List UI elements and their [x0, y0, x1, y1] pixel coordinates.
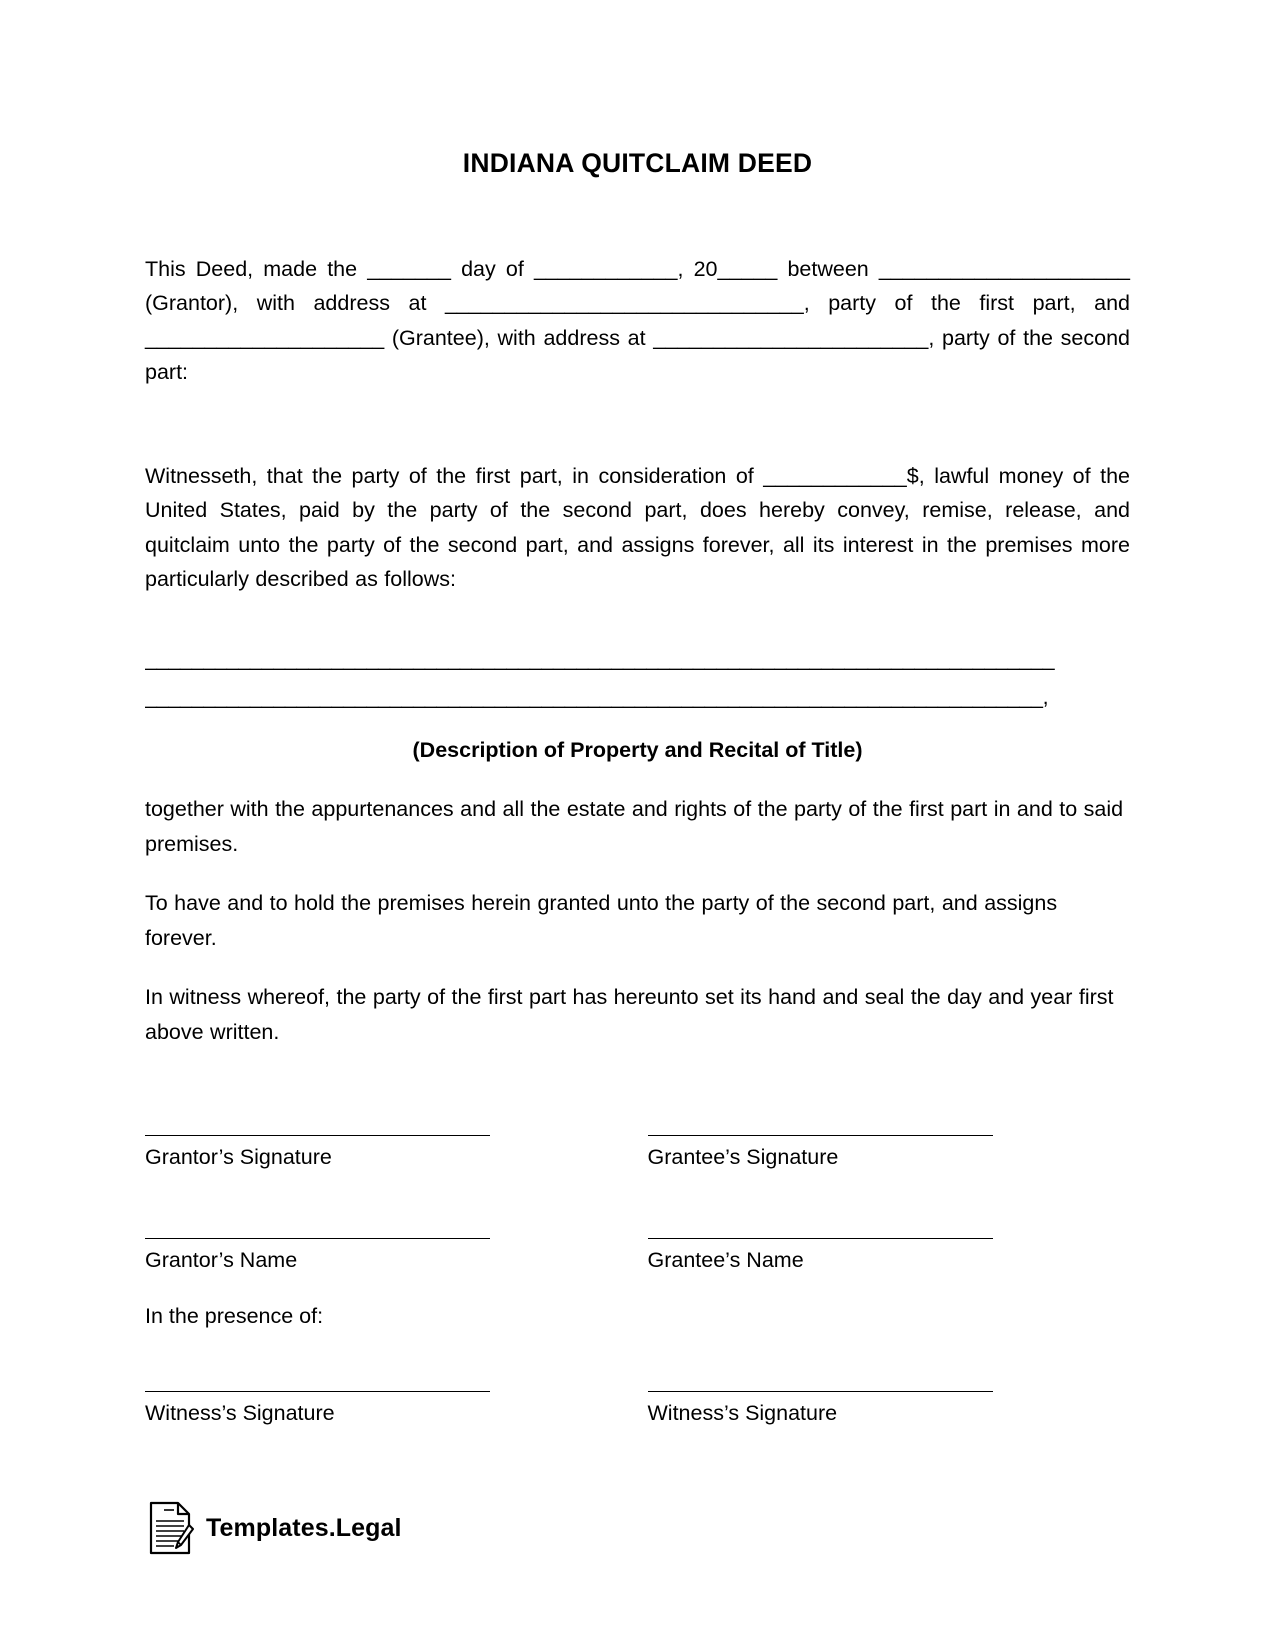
grantor-name-blank[interactable]: _____________________ [878, 256, 1130, 281]
witnesseth-text-1: Witnesseth, that the party of the first part, in consideration of [145, 463, 764, 488]
intro-text-6: , party of the first part, and [803, 291, 1130, 316]
grantee-name-label: Grantee’s Name [647, 1248, 804, 1273]
intro-text-5: (Grantor), with address at [145, 291, 445, 316]
grantee-signature-label: Grantee’s Signature [647, 1145, 839, 1170]
to-have-and-to-hold-paragraph: To have and to hold the premises herein granted unto the party of the second part, and assigns forever. [145, 891, 1058, 950]
witness-left-signature-label: Witness’s Signature [145, 1401, 335, 1426]
intro-text-4: between [777, 256, 879, 281]
intro-text-1: This Deed, made the [145, 256, 368, 281]
in-witness-whereof-paragraph: In witness whereof, the party of the first part has hereunto set its hand and seal the day and year first above written. [145, 985, 1114, 1044]
grantee-name-field[interactable] [638, 1238, 1131, 1275]
grantor-signature-field[interactable] [145, 1135, 638, 1172]
month-blank[interactable]: ____________ [533, 256, 678, 281]
signature-row-names [145, 1238, 1130, 1275]
grantee-signature-field[interactable] [638, 1135, 1131, 1172]
document-with-pen-icon [148, 1501, 194, 1555]
appurtenances-paragraph: together with the appurtenances and all the estate and rights of the party of the first part in and to said premises. [145, 797, 1124, 856]
property-description-blanks [145, 642, 1130, 715]
description-heading: (Description of Property and Recital of Title) [412, 737, 863, 762]
grantor-name-label: Grantor’s Name [145, 1248, 298, 1273]
day-blank[interactable]: _______ [367, 256, 451, 281]
intro-paragraph [145, 252, 1130, 390]
grantor-address-blank[interactable]: ______________________________ [444, 291, 804, 316]
description-blank-line-2[interactable]: _____________________________________________________________________________, [145, 685, 1049, 710]
signature-block [145, 1135, 1130, 1428]
intro-text-2: day of [450, 256, 534, 281]
witness-right-signature-label: Witness’s Signature [647, 1401, 838, 1426]
in-the-presence-of-label: In the presence of: [145, 1304, 324, 1329]
intro-text-7: (Grantee), with address at [384, 325, 654, 350]
signature-row-witnesses [145, 1391, 1130, 1428]
consideration-amount-blank[interactable]: ____________ [763, 463, 907, 488]
page-title: INDIANA QUITCLAIM DEED [462, 148, 813, 178]
grantee-address-blank[interactable]: _______________________ [653, 325, 929, 350]
brand-label: Templates.Legal [206, 1513, 402, 1542]
witness-right-signature-field[interactable] [638, 1391, 1131, 1428]
witness-left-signature-field[interactable] [145, 1391, 638, 1428]
footer-branding[interactable] [148, 1501, 402, 1555]
year-blank[interactable]: _____ [717, 256, 778, 281]
grantee-name-blank[interactable]: ____________________ [145, 325, 385, 350]
intro-text-8: , party of the second part: [145, 325, 1131, 385]
witnesseth-text-2: $, lawful money of the United States, paid by the party of the second part, does hereby convey, remise, release, and quitclaim unto the party of the second part, and assigns forever, all its interest in the premises more particularly described as follows: [145, 463, 1130, 592]
signature-row-signatures [145, 1135, 1130, 1172]
witnesseth-paragraph [145, 459, 1130, 597]
grantor-signature-label: Grantor’s Signature [145, 1145, 332, 1170]
description-blank-line-1[interactable]: ______________________________________________________________________________ [145, 646, 1055, 671]
intro-text-3: , 20 [677, 256, 718, 281]
grantor-name-field[interactable] [145, 1238, 638, 1275]
